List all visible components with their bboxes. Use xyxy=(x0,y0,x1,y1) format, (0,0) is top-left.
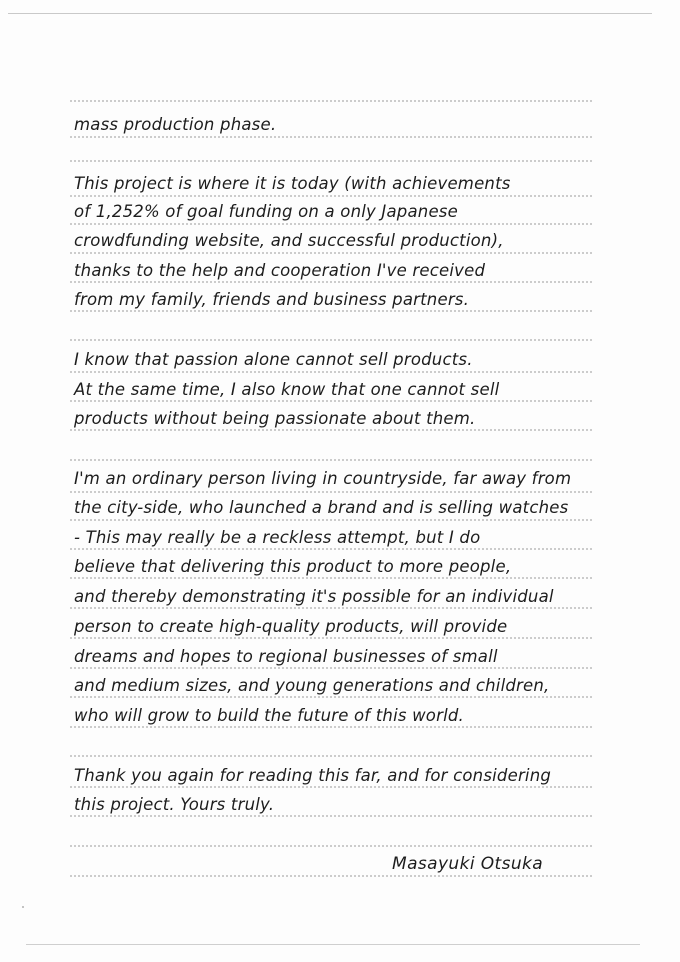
letter-line: believe that delivering this product to more people, xyxy=(74,557,512,576)
letter-line: This project is where it is today (with achievements xyxy=(74,174,511,193)
page-bottom-edge xyxy=(26,944,640,945)
letter-line: from my family, friends and business partners. xyxy=(74,290,470,309)
letter-line: who will grow to build the future of this world. xyxy=(74,706,464,725)
letter-line: dreams and hopes to regional businesses of small xyxy=(74,647,498,666)
letter-line: mass production phase. xyxy=(74,115,277,134)
letter-line: of 1,252% of goal funding on a only Japanese xyxy=(74,202,458,221)
letter-line: products without being passionate about them. xyxy=(74,409,476,428)
signature: Masayuki Otsuka xyxy=(392,854,544,874)
letter-line: this project. Yours truly. xyxy=(74,795,275,814)
letter-line: I know that passion alone cannot sell products. xyxy=(74,350,473,369)
letter-line: and medium sizes, and young generations and children, xyxy=(74,676,550,695)
letter-line: Thank you again for reading this far, and for considering xyxy=(74,766,552,785)
letter-line: I'm an ordinary person living in countryside, far away from xyxy=(74,469,572,488)
letter-line: person to create high-quality products, will provide xyxy=(74,617,508,636)
paper-speck xyxy=(22,906,24,908)
letter-line: and thereby demonstrating it's possible for an individual xyxy=(74,587,554,606)
letter-line: crowdfunding website, and successful production), xyxy=(74,231,504,250)
letter-line: thanks to the help and cooperation I've received xyxy=(74,261,486,280)
letter-line: - This may really be a reckless attempt, but I do xyxy=(74,528,481,547)
letter-line: At the same time, I also know that one cannot sell xyxy=(74,380,500,399)
letter-line: the city-side, who launched a brand and is selling watches xyxy=(74,498,569,517)
